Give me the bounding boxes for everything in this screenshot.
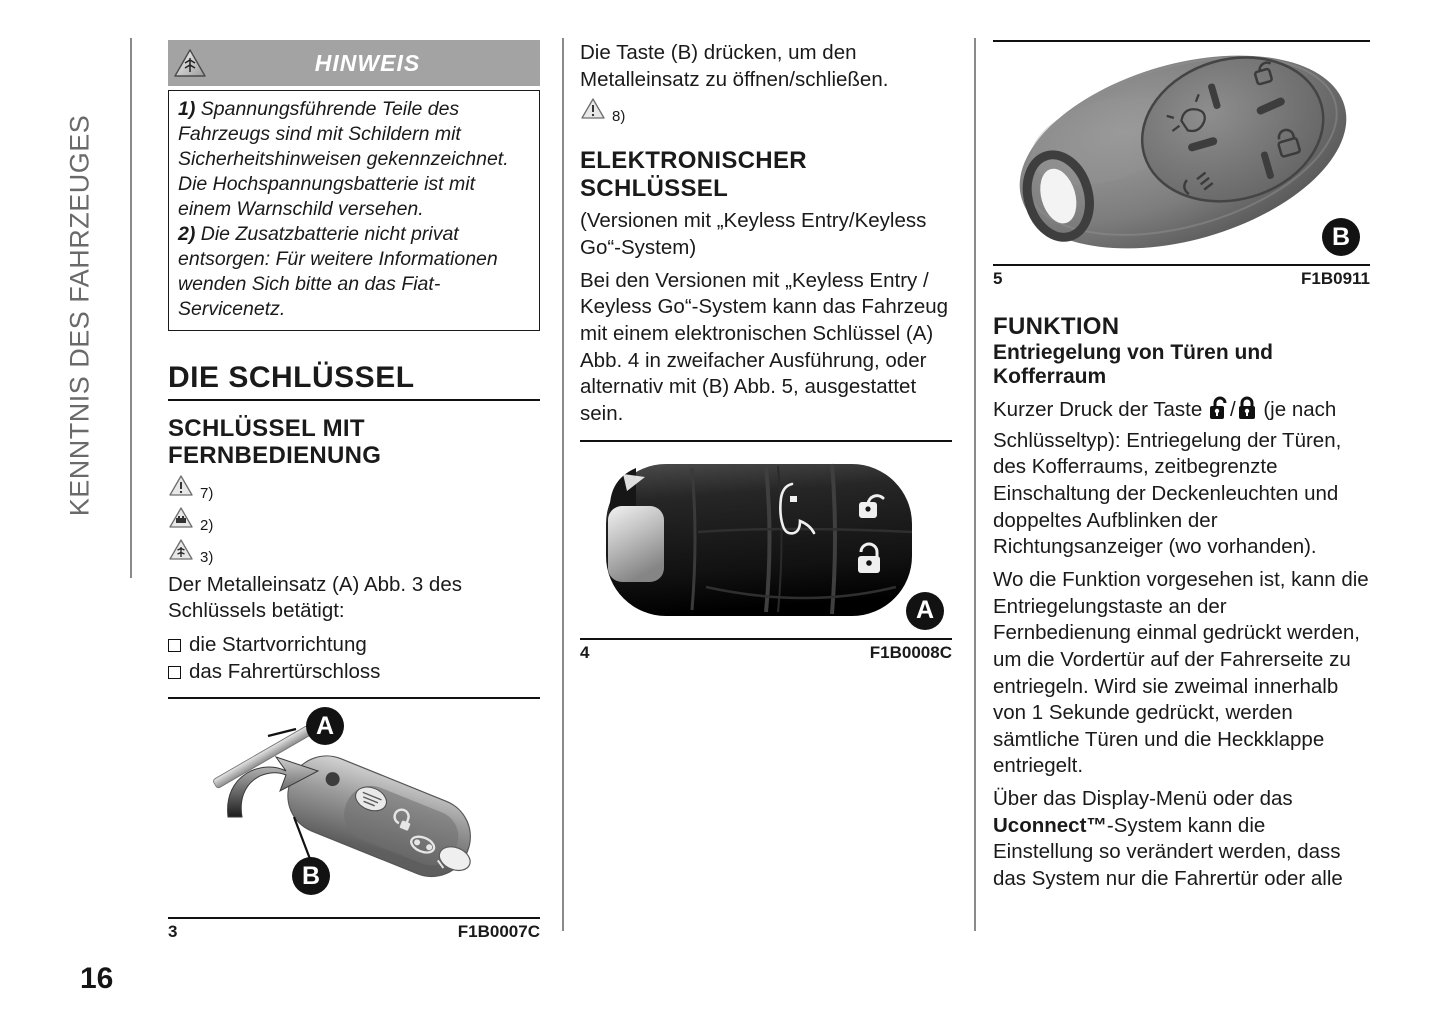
figure-5-caption [993, 264, 1370, 289]
warning-ref-row [168, 508, 540, 534]
figure-4-code: F1B0008C [869, 642, 952, 662]
warning-ref-row [168, 540, 540, 566]
square-bullet-icon [168, 639, 181, 652]
unlock-padlock-icon [1209, 402, 1229, 425]
chapter-side-tab-rule [130, 38, 132, 578]
hinweis-item-1-text: Spannungsführende Teile des Fahrzeugs sind mit Schildern mit Sicherheitshinweisen gekennzeichnet. Die Hochspannungsbatterie ist mit einem Warnschild versehen. [178, 98, 509, 220]
column-3 [993, 40, 1370, 893]
figure-5-label-b: B [1322, 218, 1360, 256]
warning-ref-number: 8) [612, 108, 626, 126]
paragraph-uconnect [993, 786, 1370, 893]
hinweis-item-2-marker: 2) [178, 222, 196, 245]
page-number: 16 [80, 962, 114, 995]
hinweis-note-box [168, 40, 540, 331]
heading-die-schluessel: DIE SCHLÜSSEL [168, 361, 540, 401]
hinweis-item-1-marker: 1) [178, 98, 196, 120]
warning-exclamation-icon [580, 97, 606, 125]
figure-4 [580, 442, 952, 663]
warning-ref-row [168, 476, 540, 502]
figure-3 [168, 699, 540, 942]
paragraph-bei-den-versionen: Bei den Versionen mit „Keyless Entry / Keyless Go“-System kann das Fahrzeug mit einem elektronischen Schlüssel (A) Abb. 4 in zweifacher Ausführung, oder alternativ mit (B) Abb. 5, ausgestattet sein. [580, 268, 949, 425]
warning-exclamation-icon [168, 474, 194, 502]
figure-3-label-b: B [292, 857, 330, 895]
figure-4-image [580, 442, 952, 638]
heading-entriegelung-line1: Entriegelung von Türen und [993, 340, 1273, 364]
chapter-side-tab [0, 0, 145, 1018]
list-item [168, 631, 540, 658]
column-separator-2 [974, 38, 976, 931]
heading-schluessel-mit-line1: SCHLÜSSEL MIT [168, 414, 365, 442]
figure-4-number: 4 [580, 642, 590, 662]
paragraph-wo-die-funktion: Wo die Funktion vorgesehen ist, kann die Entriegelungstaste an der Fernbedienung einmal gedrückt werden, um die Vordertür auf der Fahrerseite zu entriegeln. Wird sie zweimal innerhalb von 1 Sekunde gedrückt, werden sämtliche Türen und die Heckklappe entriegelt. [993, 567, 1369, 778]
paragraph-uconnect-part2: -System kann die Einstellung so verändert werden, dass das System nur die Fahrertür oder alle [993, 813, 1343, 891]
warning-battery-icon [168, 506, 194, 534]
hinweis-item-2-text: Die Zusatzbatterie nicht privat entsorgen: Für weitere Informationen wenden Sich bitte an das Fiat-Servicenetz. [178, 222, 498, 320]
paragraph-versionen: (Versionen mit „Keyless Entry/Keyless Go“-System) [580, 209, 927, 260]
heading-funktion: FUNKTION [993, 313, 1120, 340]
heading-elektronischer: ELEKTRONISCHER [580, 147, 807, 175]
warning-ref-number: 7) [200, 484, 214, 502]
hinweis-note-body [168, 90, 540, 331]
figure-5 [993, 42, 1370, 289]
column-2 [580, 40, 952, 663]
heading-kofferraum-line2: Kofferraum [993, 365, 1107, 389]
warning-ref-number: 2) [200, 516, 214, 534]
figure-3-code: F1B0007C [457, 922, 540, 942]
figure-3-image [168, 699, 540, 917]
column-1 [168, 40, 540, 942]
bullet-list [168, 631, 540, 685]
list-item [168, 658, 540, 685]
paragraph-metalleinsatz: Der Metalleinsatz (A) Abb. 3 des Schlüssels betätigt: [168, 572, 462, 623]
uconnect-brand: Uconnect™ [993, 813, 1107, 837]
figure-5-number: 5 [993, 269, 1003, 288]
figure-3-number: 3 [168, 922, 178, 942]
figure-5-image [993, 42, 1370, 264]
paragraph-kurzer-druck-part1: Kurzer Druck der Taste [993, 398, 1208, 422]
warning-environment-icon [168, 538, 194, 566]
figure-5-code: F1B0911 [1301, 269, 1370, 288]
warning-ref-number: 3) [200, 548, 214, 566]
figure-4-label-a: A [906, 592, 944, 630]
heading-schluessel: SCHLÜSSEL [580, 174, 729, 202]
paragraph-taste-b: Die Taste (B) drücken, um den Metalleinsatz zu öffnen/schließen. [580, 41, 889, 91]
column-separator-1 [562, 38, 564, 931]
figure-4-caption [580, 638, 952, 663]
heading-fernbedienung-line2: FERNBEDIENUNG [168, 442, 382, 470]
warning-ref-row [580, 99, 952, 125]
paragraph-kurzer-druck-part2: (je nach Schlüsseltyp): Entriegelung der Türen, des Kofferraums, zeitbegrenzte Einschaltung der Deckenleuchten und doppeltes Aufblinken der Richtungsanzeiger (wo vorhanden). [993, 398, 1342, 559]
figure-3-label-a: A [306, 707, 344, 745]
square-bullet-icon [168, 666, 181, 679]
warning-triangle-icon [173, 48, 207, 78]
figure-3-caption [168, 917, 540, 942]
hinweis-note-header [168, 40, 540, 86]
paragraph-kurzer-druck [993, 396, 1370, 561]
list-item-label: das Fahrertürschloss [189, 660, 381, 684]
icon-separator: / [1229, 398, 1236, 422]
list-item-label: die Startvorrichtung [189, 633, 367, 657]
lock-padlock-icon [1237, 402, 1257, 425]
chapter-side-tab-label: KENNTNIS DES FAHRZEUGES [64, 114, 95, 517]
paragraph-uconnect-part1: Über das Display-Menü oder das [993, 787, 1293, 811]
hinweis-note-title: HINWEIS [314, 49, 421, 76]
